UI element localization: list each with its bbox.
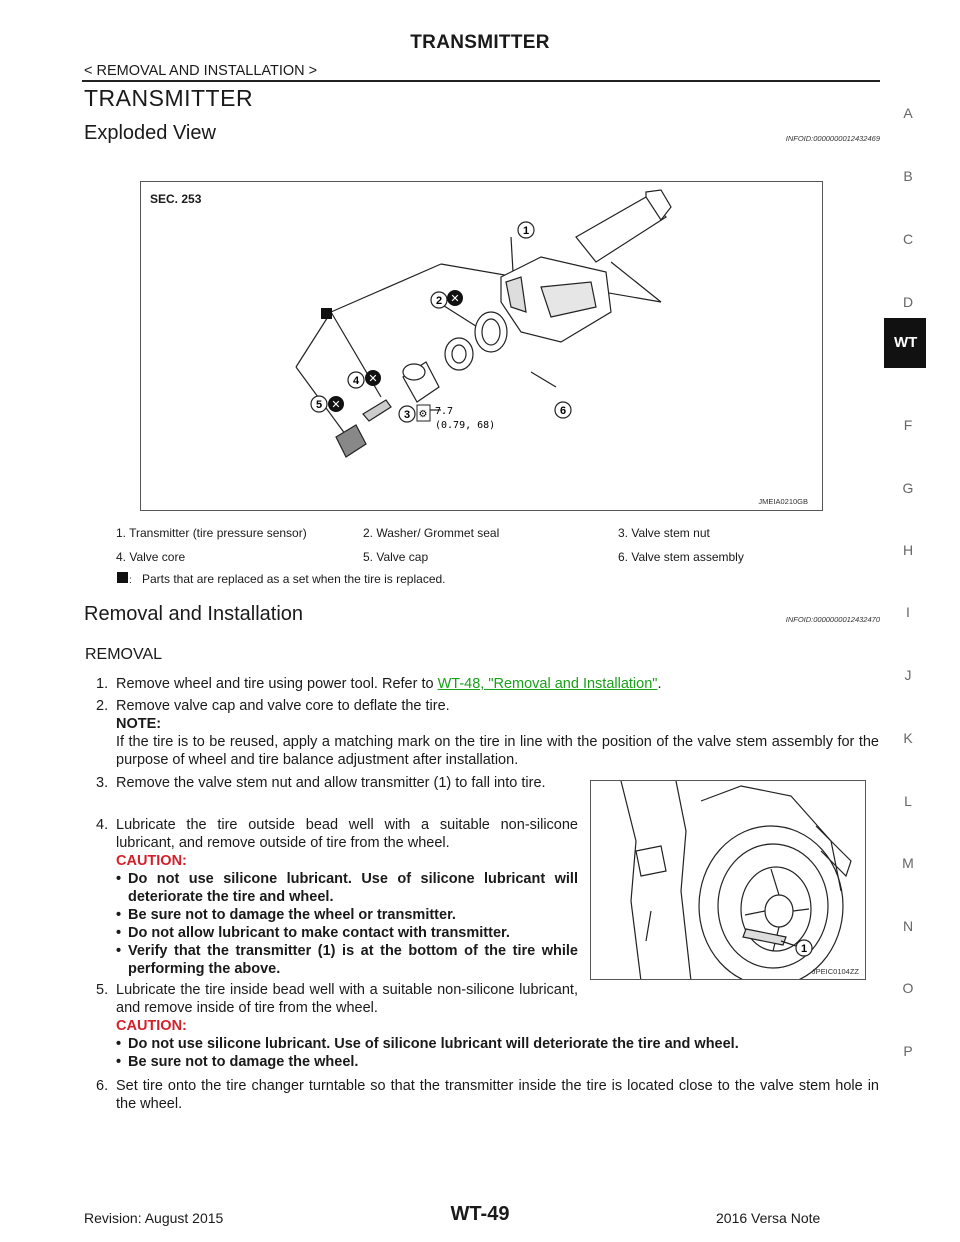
side-index-letter[interactable]: J [904,667,912,683]
note-text: If the tire is to be reused, apply a matching mark on the tire in line with the position of the valve stem assembly for the purpose of wheel and tire balance adjustment after installation. [116,734,879,768]
caution-item: • Do not use silicone lubricant. Use of silicone lubricant will deteriorate the tire and wheel. [116,1035,879,1053]
transmitter-photo-drawing [591,781,866,980]
torque-units: (0.79, 68) [435,420,496,431]
step-text: Set tire onto the tire changer turntable so that the transmitter inside the tire is located close to the valve stem hole in the wheel. [116,1078,879,1112]
side-index-letter[interactable]: L [904,793,912,809]
replacement-set-marker [321,308,332,319]
figure-section-number: SEC. 253 [150,192,202,206]
caution-item: • Do not use silicone lubricant. Use of silicone lubricant will deteriorate the tire and wheel. [116,871,578,905]
legend-item: 6. Valve stem assembly [618,550,744,564]
side-index-letter[interactable]: P [903,1043,913,1059]
side-index-active-tab[interactable]: WT [884,318,926,368]
caution-text: Do not use silicone lubricant. Use of silicone lubricant will deteriorate the tire and wheel. [128,871,578,905]
legend-colon: : [129,575,132,586]
side-index-letter[interactable]: M [902,855,914,871]
do-not-reuse-icon: ✕ [331,398,341,411]
caution-label: CAUTION: [116,853,187,869]
side-index-letter[interactable]: H [902,542,914,558]
replacement-set-marker-legend [117,572,128,583]
step-text: Remove the valve stem nut and allow transmitter (1) to fall into tire. [116,775,546,791]
callout-3 [399,405,495,431]
note-label: NOTE: [116,716,162,732]
caution-item: • Be sure not to damage the wheel or transmitter. [116,906,578,924]
step-number: 5. [96,982,109,998]
step-text: Lubricate the tire inside bead well with a suitable non-silicone lubricant, and remove inside of tire from the wheel. [116,982,578,1016]
caution-text: Do not use silicone lubricant. Use of silicone lubricant will deteriorate the tire and wheel. [128,1036,739,1052]
exploded-view-title: Exploded View [84,122,216,144]
photo-callout-1-label: 1 [800,943,808,955]
callout-5-label: 5 [315,399,323,411]
caution-item: • Do not allow lubricant to make contact with transmitter. [116,924,578,942]
section-title: TRANSMITTER [84,85,254,111]
caution-text: Be sure not to damage the wheel. [128,1054,359,1070]
removal-installation-info-id: INFOID:0000000012432470 [785,615,880,624]
photo-callout-1 [796,940,812,956]
callout-4-label: 4 [352,375,360,387]
step-text-end: . [657,676,662,692]
side-index-letter[interactable]: O [902,980,914,996]
caution-item: • Be sure not to damage the wheel. [116,1053,879,1071]
step-text: Remove wheel and tire using power tool. Refer to [116,676,434,692]
caution-item: • Verify that the transmitter (1) is at the bottom of the tire while performing the above. [116,943,578,977]
torque-wrench-icon: ⚙ [418,409,428,420]
footer-model: 2016 Versa Note [716,1210,821,1226]
legend-item: 4. Valve core [116,550,186,564]
footer-page-number: WT-49 [450,1203,510,1225]
do-not-reuse-icon: ✕ [368,372,378,385]
photo-figure-code: JPEIC0104ZZ [811,967,859,976]
step-number: 2. [96,698,109,714]
step-4 [96,816,582,978]
step-text: Lubricate the tire outside bead well with a suitable non-silicone lubricant, and remove outside of tire from the wheel. [116,817,578,851]
step-number: 4. [96,817,109,833]
legend-item: 5. Valve cap [363,550,429,564]
legend-item: 3. Valve stem nut [618,526,710,540]
exploded-view-info-id: INFOID:0000000012432469 [785,134,880,143]
side-index-letter[interactable]: N [902,918,914,934]
step-text: Remove valve cap and valve core to deflate the tire. [116,698,450,714]
callout-2 [431,290,463,308]
do-not-reuse-icon: ✕ [450,292,460,305]
callout-2-label: 2 [435,295,443,307]
breadcrumb: < REMOVAL AND INSTALLATION > [84,63,318,79]
legend-note: Parts that are replaced as a set when the tire is replaced. [142,572,446,586]
callout-4 [348,370,381,388]
exploded-view-drawing [141,182,824,512]
callout-3-label: 3 [403,409,411,421]
side-index-letter[interactable]: D [902,294,914,310]
caution-text: Be sure not to damage the wheel or transmitter. [128,907,456,923]
step-2 [96,697,880,769]
step-5 [96,981,880,1071]
side-index-letter[interactable]: G [902,480,914,496]
header-divider [82,80,880,82]
caution-label: CAUTION: [116,1018,187,1034]
callout-6 [555,402,571,418]
side-index-letter[interactable]: B [903,168,913,184]
side-index-letter[interactable]: I [906,604,910,620]
callout-1 [518,222,534,238]
caution-text: Verify that the transmitter (1) is at the bottom of the tire while performing the above. [128,943,578,977]
side-index-letter[interactable]: F [903,417,913,433]
reference-link-wt-48[interactable]: WT-48, "Removal and Installation" [437,676,658,692]
removal-installation-title: Removal and Installation [84,603,304,625]
legend-item: 1. Transmitter (tire pressure sensor) [116,526,307,540]
side-index-letter[interactable]: A [903,105,913,121]
step-number: 3. [96,775,109,791]
footer-revision: Revision: August 2015 [84,1210,224,1226]
step-1 [96,675,880,695]
figure-code: JMEIA0210GB [758,497,808,506]
step-number: 6. [96,1078,109,1094]
step-3 [96,774,582,814]
caution-text: Do not allow lubricant to make contact with transmitter. [128,925,510,941]
side-index-letter[interactable]: K [903,730,913,746]
callout-6-label: 6 [559,405,567,417]
page-header-title: TRANSMITTER [410,32,550,53]
removal-heading: REMOVAL [85,646,163,663]
transmitter-photo-figure [590,780,866,980]
side-index-letter[interactable]: C [902,231,914,247]
step-6 [96,1077,880,1117]
step-number: 1. [96,676,109,692]
callout-1-label: 1 [522,225,530,237]
exploded-view-figure [140,181,823,511]
torque-value: 7.7 [435,406,454,417]
legend-item: 2. Washer/ Grommet seal [363,526,500,540]
